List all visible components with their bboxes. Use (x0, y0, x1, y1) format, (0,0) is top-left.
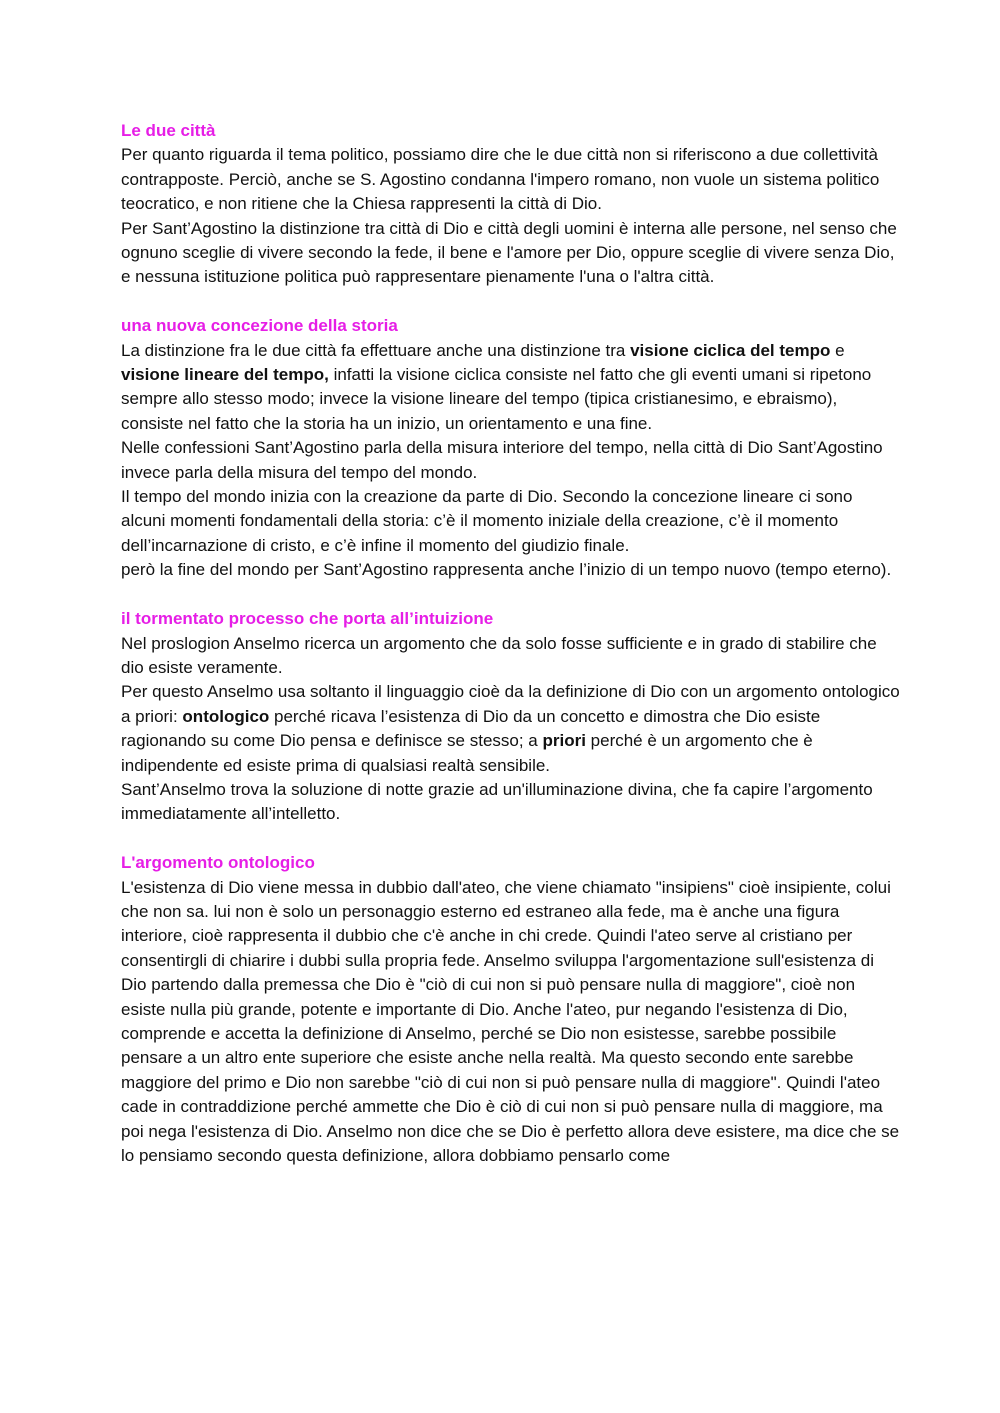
text-run: Per Sant’Agostino la distinzione tra città di Dio e città degli uomini è interna alle persone, nel senso che ognuno sceglie di vivere secondo la fede, il bene e l'amore per Dio, oppure sceglie di vivere senza Dio, e nessuna istituzione politica può rappresentare pienamente l'una o l'altra città. (121, 218, 897, 287)
text-run: infatti la visione ciclica consiste nel fatto che gli eventi umani si ripetono sempre allo stesso modo; invece la visione lineare del tempo (tipica cristianesimo, e ebraismo), consiste nel fatto che la storia ha un inizio, un orientamento e una fine. (121, 365, 872, 433)
text-run: e (830, 340, 845, 360)
section-l-argomento-ontologico (121, 851, 901, 1168)
paragraph (121, 778, 901, 827)
paragraph (121, 680, 901, 778)
paragraph (121, 436, 901, 485)
paragraph (121, 632, 901, 681)
document-page (121, 119, 901, 1168)
section-heading: Le due città (121, 121, 216, 140)
bold-term: priori (542, 731, 586, 751)
section-una-nuova-concezione-della-storia (121, 314, 901, 582)
section-spacer (121, 290, 901, 314)
paragraph (121, 558, 901, 582)
bold-term: ontologico (182, 706, 270, 726)
paragraph (121, 339, 901, 437)
text-run: Nel proslogion Anselmo ricerca un argomento che da solo fosse sufficiente e in grado di stabilire che dio esiste veramente. (121, 633, 877, 677)
text-run: perché ricava l’esistenza di Dio da un concetto e dimostra che Dio esiste ragionando su come Dio pensa e definisce se stesso; a (121, 706, 821, 751)
paragraph (121, 876, 901, 1169)
text-run: Sant’Anselmo trova la soluzione di notte grazie ad un'illuminazione divina, che fa capire l’argomento immediatamente all’intelletto. (121, 779, 873, 824)
section-heading: il tormentato processo che porta all’intuizione (121, 609, 494, 629)
section-le-due-citta (121, 119, 901, 290)
text-run: però la fine del mondo per Sant’Agostino rappresenta anche l’inizio di un tempo nuovo (tempo eterno). (121, 560, 892, 580)
bold-term: visione ciclica del tempo (630, 340, 831, 360)
section-heading: L'argomento ontologico (121, 853, 315, 873)
bold-term: visione lineare del tempo, (121, 365, 329, 385)
text-run: La distinzione fra le due città fa effettuare anche una distinzione tra (121, 340, 631, 360)
paragraph (121, 143, 901, 216)
text-run: Nelle confessioni Sant’Agostino parla della misura interiore del tempo, nella città di Dio Sant’Agostino invece parla della misura del tempo del mondo. (121, 438, 883, 482)
section-il-tormentato-processo-che-porta-all-intuizione (121, 607, 901, 827)
section-spacer (121, 583, 901, 607)
section-spacer (121, 827, 901, 851)
text-run: Per quanto riguarda il tema politico, possiamo dire che le due città non si riferiscono a due collettività contrapposte. Perciò, anche se S. Agostino condanna l'impero romano, non vuole un sistema politico teocratico, e non ritiene che la Chiesa rappresenti la città di Dio. (121, 145, 880, 214)
text-run: perché è un argomento che è indipendente ed esiste prima di qualsiasi realtà sensibile. (121, 731, 813, 775)
text-run: Per questo Anselmo usa soltanto il linguaggio cioè da la definizione di Dio con un argomento ontologico a priori: (121, 682, 900, 726)
paragraph (121, 217, 901, 290)
section-heading: una nuova concezione della storia (121, 316, 398, 336)
text-run: Il tempo del mondo inizia con la creazione da parte di Dio. Secondo la concezione lineare ci sono alcuni momenti fondamentali della storia: c’è il momento iniziale della creazione, c’è il momento dell’incarnazione di cristo, e c’è infine il momento del giudizio finale. (121, 487, 853, 555)
text-run: L'esistenza di Dio viene messa in dubbio dall'ateo, che viene chiamato "insipiens" cioè insipiente, colui che non sa. lui non è solo un personaggio esterno ed estraneo alla fede, ma è anche una figura interiore, cioè rappresenta il dubbio che c'è anche in chi crede. Quindi l'ateo serve al cristiano per consentirgli di chiarire i dubbi sulla propria fede. Anselmo sviluppa l'argomentazione sull'esistenza di Dio partendo dalla premessa che Dio è "ciò di cui non si può pensare nulla di maggiore", cioè non esiste nulla più grande, potente e importante di Dio. Anche l'ateo, pur negando l'esistenza di Dio, comprende e accetta la definizione di Anselmo, perché se Dio non esistesse, sarebbe possibile pensare a un altro ente superiore che esiste anche nella realtà. Ma questo secondo ente sarebbe maggiore del primo e Dio non sarebbe "ciò di cui non si può pensare nulla di maggiore". Quindi l'ateo cade in contraddizione perché ammette che Dio è ciò di cui non si può pensare nulla di maggiore, ma poi nega l'esistenza di Dio. Anselmo non dice che se Dio è perfetto allora deve esistere, ma dice che se lo pensiamo secondo questa definizione, allora dobbiamo pensarlo come (121, 877, 900, 1166)
paragraph (121, 485, 901, 558)
